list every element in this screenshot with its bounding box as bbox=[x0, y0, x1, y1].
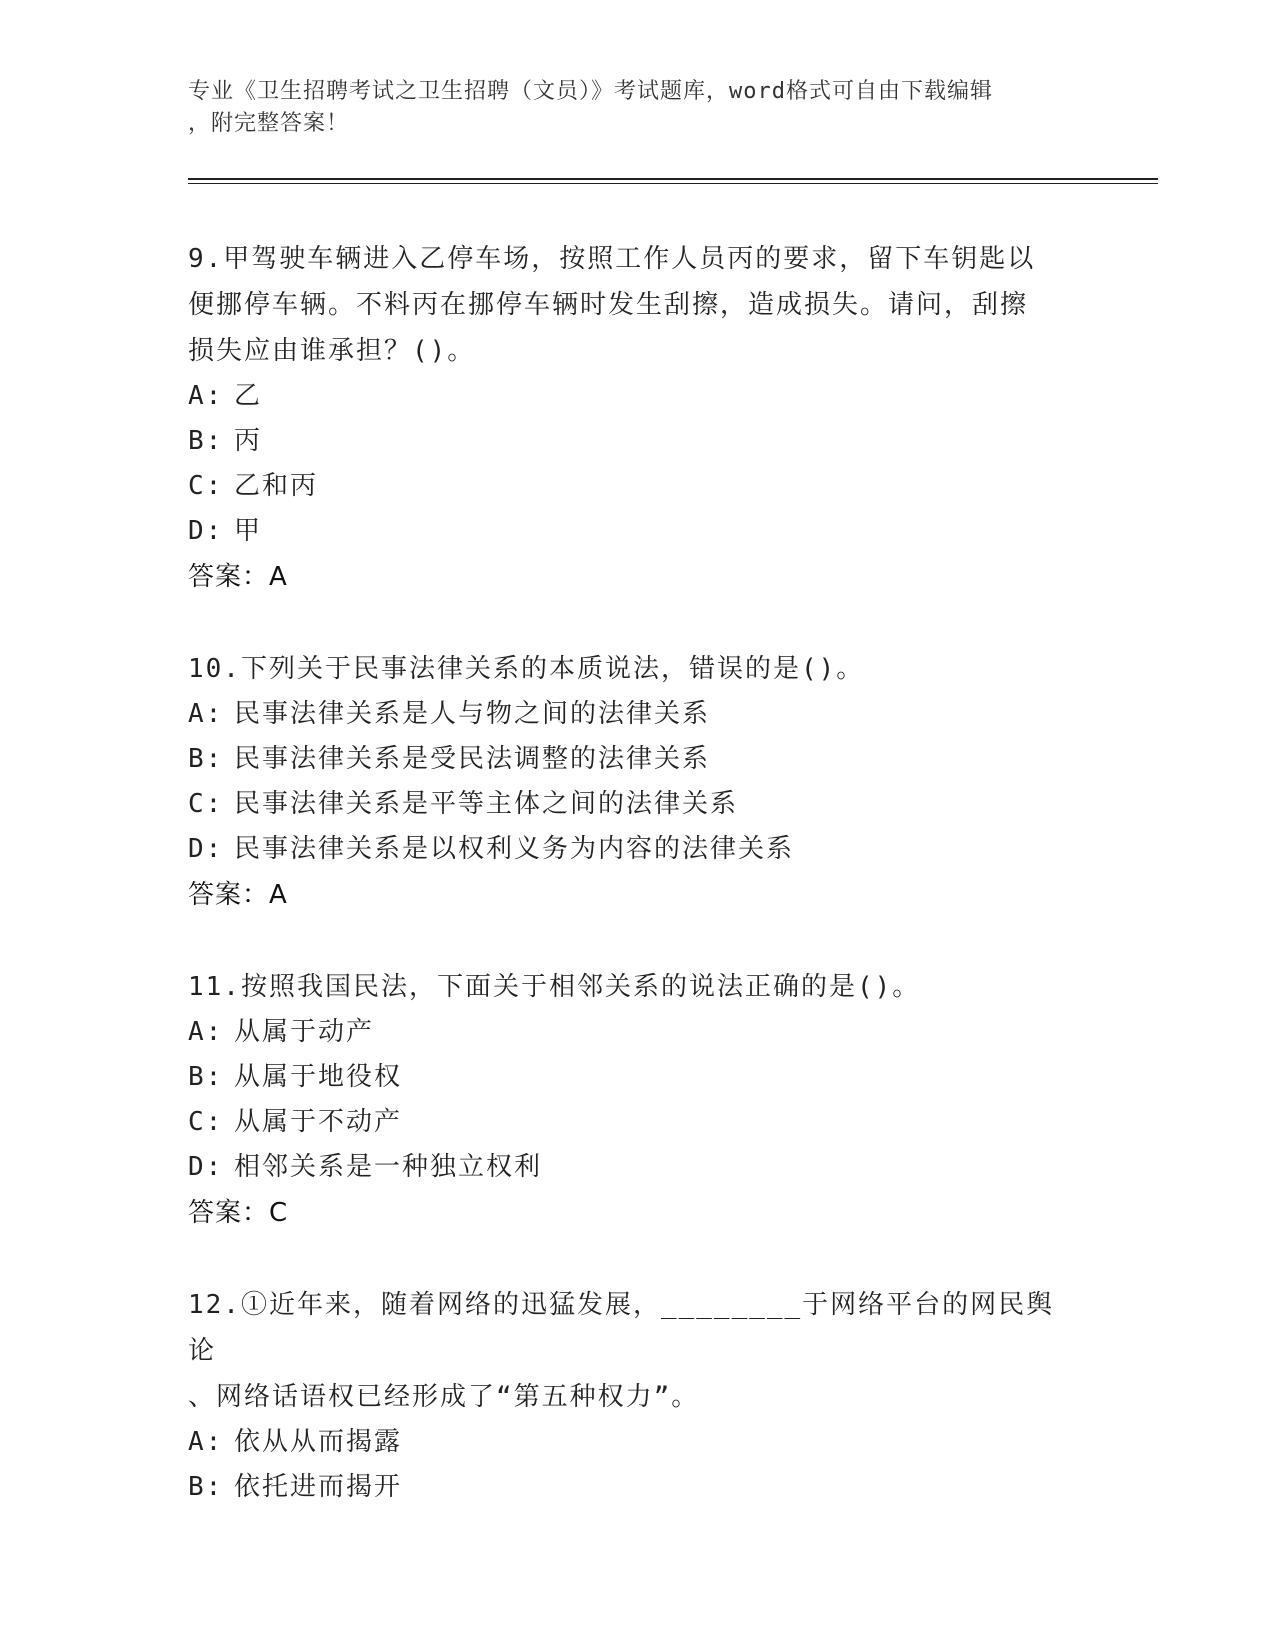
option-letter: A: bbox=[188, 1017, 224, 1047]
question-stem-line: 便挪停车辆。不料丙在挪停车辆时发生刮擦，造成损失。请问，刮擦 bbox=[188, 290, 1029, 320]
option-text: 甲 bbox=[234, 516, 263, 546]
option-letter: A: bbox=[188, 1427, 224, 1457]
option-letter: D: bbox=[188, 516, 224, 546]
option-text: 从属于地役权 bbox=[234, 1062, 403, 1092]
question-stem-line: 12.①近年来，随着网络的迅猛发展，________于网络平台的网民舆论 bbox=[188, 1290, 1055, 1366]
option-text: 丙 bbox=[234, 426, 263, 456]
option-list bbox=[188, 1420, 1088, 1510]
option-letter: B: bbox=[188, 1472, 224, 1502]
option-letter: A: bbox=[188, 699, 224, 729]
option-list bbox=[188, 692, 1088, 872]
option-d bbox=[188, 509, 1088, 554]
option-c bbox=[188, 1100, 1088, 1145]
question-stem bbox=[188, 1282, 1078, 1420]
question-stem bbox=[188, 964, 1078, 1010]
option-c bbox=[188, 464, 1088, 509]
question-11 bbox=[188, 964, 1088, 1236]
question-stem bbox=[188, 236, 1078, 374]
question-stem-line: 9.甲驾驶车辆进入乙停车场，按照工作人员丙的要求，留下车钥匙以 bbox=[188, 244, 1036, 274]
option-letter: A: bbox=[188, 381, 224, 411]
option-b bbox=[188, 419, 1088, 464]
option-text: 民事法律关系是受民法调整的法律关系 bbox=[234, 744, 711, 774]
option-c bbox=[188, 782, 1088, 827]
option-d bbox=[188, 1145, 1088, 1190]
question-stem-line: 损失应由谁承担？()。 bbox=[188, 336, 476, 366]
option-letter: C: bbox=[188, 789, 224, 819]
document-header bbox=[188, 76, 1078, 140]
option-b bbox=[188, 1465, 1088, 1510]
option-text: 依托进而揭开 bbox=[234, 1472, 403, 1502]
option-letter: B: bbox=[188, 1062, 224, 1092]
option-letter: D: bbox=[188, 834, 224, 864]
option-text: 依从从而揭露 bbox=[234, 1427, 403, 1457]
question-stem-line: 、网络话语权已经形成了“第五种权力”。 bbox=[188, 1382, 700, 1412]
option-text: 相邻关系是一种独立权利 bbox=[234, 1152, 543, 1182]
question-stem-line: 10.下列关于民事法律关系的本质说法，错误的是()。 bbox=[188, 654, 865, 684]
option-d bbox=[188, 827, 1088, 872]
option-text: 从属于动产 bbox=[234, 1017, 375, 1047]
question-stem-line: 11.按照我国民法，下面关于相邻关系的说法正确的是()。 bbox=[188, 972, 921, 1002]
option-text: 民事法律关系是平等主体之间的法律关系 bbox=[234, 789, 739, 819]
option-list bbox=[188, 1010, 1088, 1190]
option-list bbox=[188, 374, 1088, 554]
option-letter: C: bbox=[188, 1107, 224, 1137]
answer-line: 答案：A bbox=[188, 880, 288, 910]
option-b bbox=[188, 1055, 1088, 1100]
header-divider bbox=[188, 178, 1158, 184]
option-a bbox=[188, 692, 1088, 737]
option-text: 乙和丙 bbox=[234, 471, 319, 501]
option-letter: B: bbox=[188, 426, 224, 456]
option-a bbox=[188, 1010, 1088, 1055]
option-text: 从属于不动产 bbox=[234, 1107, 403, 1137]
option-a bbox=[188, 374, 1088, 419]
header-line-1: 专业《卫生招聘考试之卫生招聘（文员）》考试题库，word格式可自由下载编辑 bbox=[188, 79, 993, 104]
answer-line: 答案：C bbox=[188, 1198, 289, 1228]
option-b bbox=[188, 737, 1088, 782]
answer-line: 答案：A bbox=[188, 562, 288, 592]
option-text: 乙 bbox=[234, 381, 263, 411]
option-letter: D: bbox=[188, 1152, 224, 1182]
option-text: 民事法律关系是人与物之间的法律关系 bbox=[234, 699, 711, 729]
question-10 bbox=[188, 646, 1088, 918]
option-letter: B: bbox=[188, 744, 224, 774]
question-9 bbox=[188, 236, 1088, 600]
option-letter: C: bbox=[188, 471, 224, 501]
option-text: 民事法律关系是以权利义务为内容的法律关系 bbox=[234, 834, 795, 864]
question-list bbox=[188, 236, 1088, 1556]
option-a bbox=[188, 1420, 1088, 1465]
header-line-2: ，附完整答案！ bbox=[188, 111, 350, 136]
question-12 bbox=[188, 1282, 1088, 1510]
question-stem bbox=[188, 646, 1078, 692]
